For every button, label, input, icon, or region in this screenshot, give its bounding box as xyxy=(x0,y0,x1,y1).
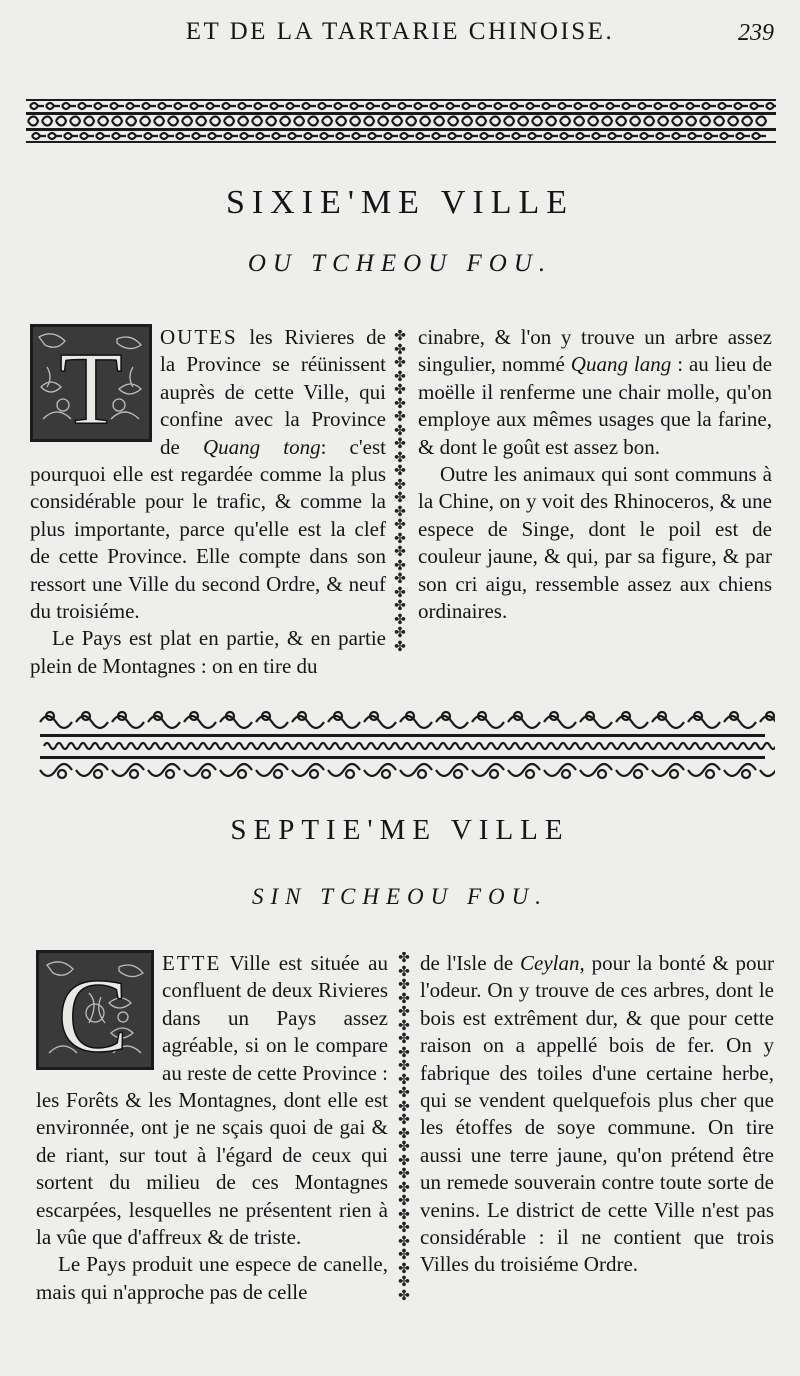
section2-left-column xyxy=(36,950,388,1306)
section1-right-column xyxy=(418,324,772,625)
paragraph: Le Pays produit une espece de canelle, mais qui n'approche pas de celle xyxy=(36,1252,388,1304)
running-head xyxy=(0,14,800,50)
dropcap-letter-t: T xyxy=(59,331,123,439)
paragraph: de l'Isle de Ceylan, pour la bonté & pour l'odeur. On y trouve de ces arbres, dont le bois est extrêment dur, & que pour cette raison on a appellé bois de fer. On y fabrique des toiles d'une certaine herbe, qui se vendent quelquefois plus cher que les étoffes de soye commune. On tire aussi une terre jaune, qu'on prétend être un remede souverain contre toute sorte de venins. Le district de cette Ville n'est pas considérable : il ne contient que trois Villes du troisiéme Ordre. xyxy=(420,951,774,1277)
dropcap-letter-c: C xyxy=(57,957,129,1067)
headpiece-ornament-1 xyxy=(26,92,776,150)
headpiece-ornament-2 xyxy=(30,706,775,784)
section1-left-column xyxy=(30,324,386,680)
column-divider-2: ✤ ✤ ✤ ✤ ✤ ✤ ✤ ✤ ✤ ✤ ✤ ✤ ✤ ✤ ✤ ✤ ✤ ✤ ✤ ✤ ✤ ✤ ✤ ✤ ✤ ✤ xyxy=(398,952,410,1304)
section2-right-column xyxy=(420,950,774,1279)
section-title-sixieme-ville: SIXIE'ME VILLE xyxy=(225,184,575,221)
paragraph: ETTE Ville est située au confluent de deux Rivieres dans un Pays assez agréable, si on le compare au reste de cette Province : les Forêts & les Montagnes, dont elle est environnée, ont je ne sçais quoi de gai & de riant, sur tout à l'égard de ceux qui sortent du milieu de ces Montagnes escarpées, lesquelles ne présentent rien à la vûe que d'affreux & de triste. xyxy=(36,951,388,1250)
paragraph: cinabre, & l'on y trouve un arbre assez singulier, nommé Quang lang : au lieu de moëlle il renferme une chair molle, qu'on employe aux mêmes usages que la farine, & dont le goût est assez bon. xyxy=(418,325,773,459)
section-subtitle-ou-tcheou-fou: OU TCHEOU FOU. xyxy=(247,250,553,277)
column-divider-1: ✤ ✤ ✤ ✤ ✤ ✤ ✤ ✤ ✤ ✤ ✤ ✤ ✤ ✤ ✤ ✤ ✤ ✤ ✤ ✤ ✤ ✤ ✤ ✤ xyxy=(394,330,406,655)
paragraph: Outre les animaux qui sont communs à la Chine, on y voit des Rhinoceros, & une espece de Singe, dont le poil est de couleur jaune, & qui, par sa figure, & par son cri aigu, ressemble assez aux chiens ordinaires. xyxy=(418,462,772,624)
section-subtitle-sin-tcheou-fou: SIN TCHEOU FOU. xyxy=(251,884,549,909)
section-title-septieme-ville: SEPTIE'ME VILLE xyxy=(230,814,570,846)
paragraph: Le Pays est plat en partie, & en partie plein de Montagnes : on en tire du xyxy=(30,626,386,678)
dropcap-t xyxy=(30,324,152,442)
page-number: 239 xyxy=(738,20,774,46)
paragraph: OUTES les Rivieres de la Province se réünissent auprès de cette Ville, qui confine avec la Province de Quang tong: c'est pourquoi elle est regardée comme la plus considérable pour le trafic, & comme la plus importante, parce qu'elle est la clef de cette Province. Elle compte dans son ressort une Ville du second Ordre, & neuf du troisiéme. xyxy=(30,325,386,624)
running-title: ET DE LA TARTARIE CHINOISE. xyxy=(185,18,615,45)
dropcap-c xyxy=(36,950,154,1070)
